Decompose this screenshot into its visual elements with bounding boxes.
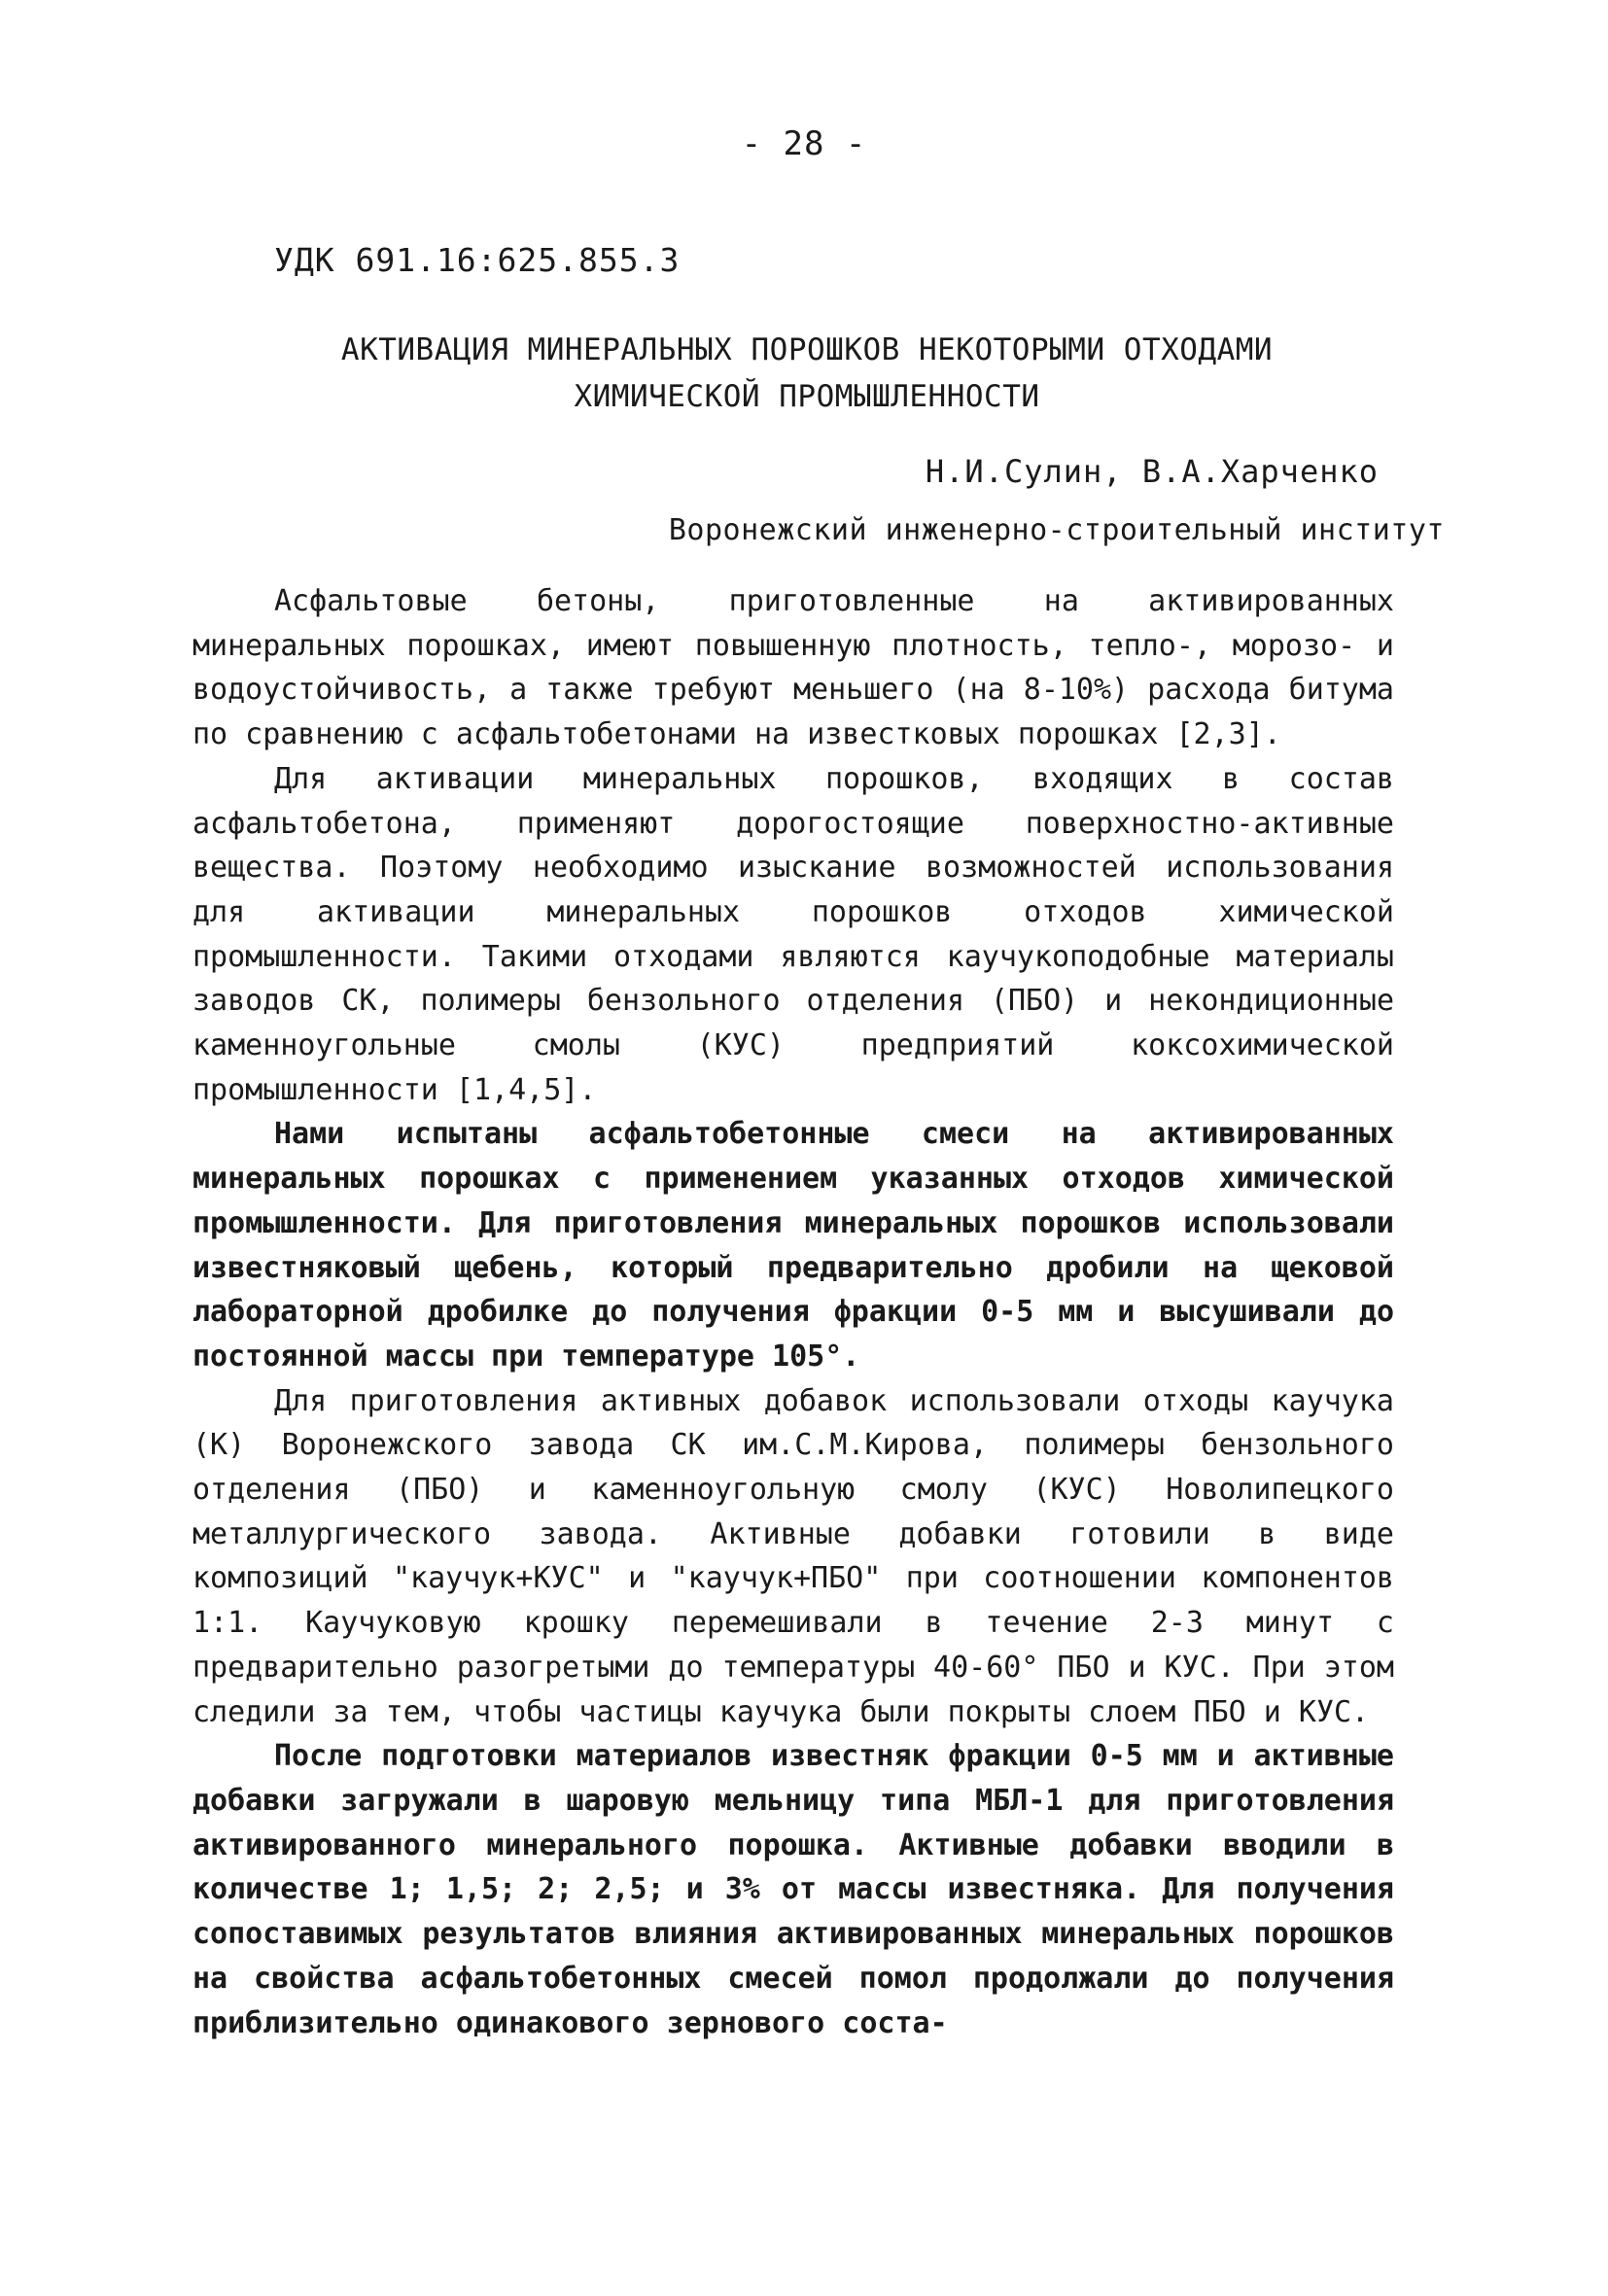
article-title xyxy=(194,327,1419,420)
paragraph-5: После подготовки материалов известняк фракции 0-5 мм и активные добавки загружали в шаровую мельницу типа МБЛ-1 для приготовления активированного минерального порошка. Активные добавки вводили в количестве 1; 1,5; 2; 2,5; и 3% от массы известняка. Для получения сопоставимых результатов влияния активированных минеральных порошков на свойства асфальтобетонных смесей помол продолжали до получения приблизительно одинакового зернового соста- xyxy=(192,1739,1394,2040)
body-text xyxy=(192,579,1394,2045)
article-title-line-2: ХИМИЧЕСКОЙ ПРОМЫШЛЕННОСТИ xyxy=(574,379,1040,414)
paragraph-1: Асфальтовые бетоны, приготовленные на активированных минеральных порошках, имеют повышенную плотность, тепло-, морозо- и водоустойчивость, а также требуют меньшего (на 8-10%) расхода битума по сравнению с асфальтобетонами на известковых порошках [2,3]. xyxy=(192,584,1394,752)
paragraph-4: Для приготовления активных добавок использовали отходы каучука (К) Воронежского завода СК им.С.М.Кирова, полимеры бензольного отделения (ПБО) и каменноугольную смолу (КУС) Новолипецкого металлургического завода. Активные добавки готовили в виде композиций "каучук+КУС" и "каучук+ПБО" при соотношении компонентов 1:1. Каучуковую крошку перемешивали в течение 2-3 минут с предварительно разогретыми до температуры 40-60° ПБО и КУС. При этом следили за тем, чтобы частицы каучука были покрыты слоем ПБО и КУС. xyxy=(192,1383,1394,1729)
article-title-line-1: АКТИВАЦИЯ МИНЕРАЛЬНЫХ ПОРОШКОВ НЕКОТОРЫМИ ОТХОДАМИ xyxy=(340,332,1274,367)
paragraph-3: Нами испытаны асфальтобетонные смеси на активированных минеральных порошках с применением указанных отходов химической промышленности. Для приготовления минеральных порошков использовали известняковый щебень, который предварительно дробили на щековой лабораторной дробилке до получения фракции 0-5 мм и высушивали до постоянной массы при температуре 105°. xyxy=(192,1117,1394,1374)
affiliation: Воронежский инженерно-строительный институт xyxy=(668,513,1445,547)
authors: Н.И.Сулин, В.А.Харченко xyxy=(925,453,1379,490)
paragraph-2: Для активации минеральных порошков, входящих в состав асфальтобетона, применяют дорогостоящие поверхностно-активные вещества. Поэтому необходимо изыскание возможностей использования для активации минеральных порошков отходов химической промышленности. Такими отходами являются каучукоподобные материалы заводов СК, полимеры бензольного отделения (ПБО) и некондиционные каменноугольные смолы (КУС) предприятий коксохимической промышленности [1,4,5]. xyxy=(192,761,1394,1107)
udc-code: УДК 691.16:625.855.3 xyxy=(274,241,681,279)
page-number: - 28 - xyxy=(741,124,867,163)
